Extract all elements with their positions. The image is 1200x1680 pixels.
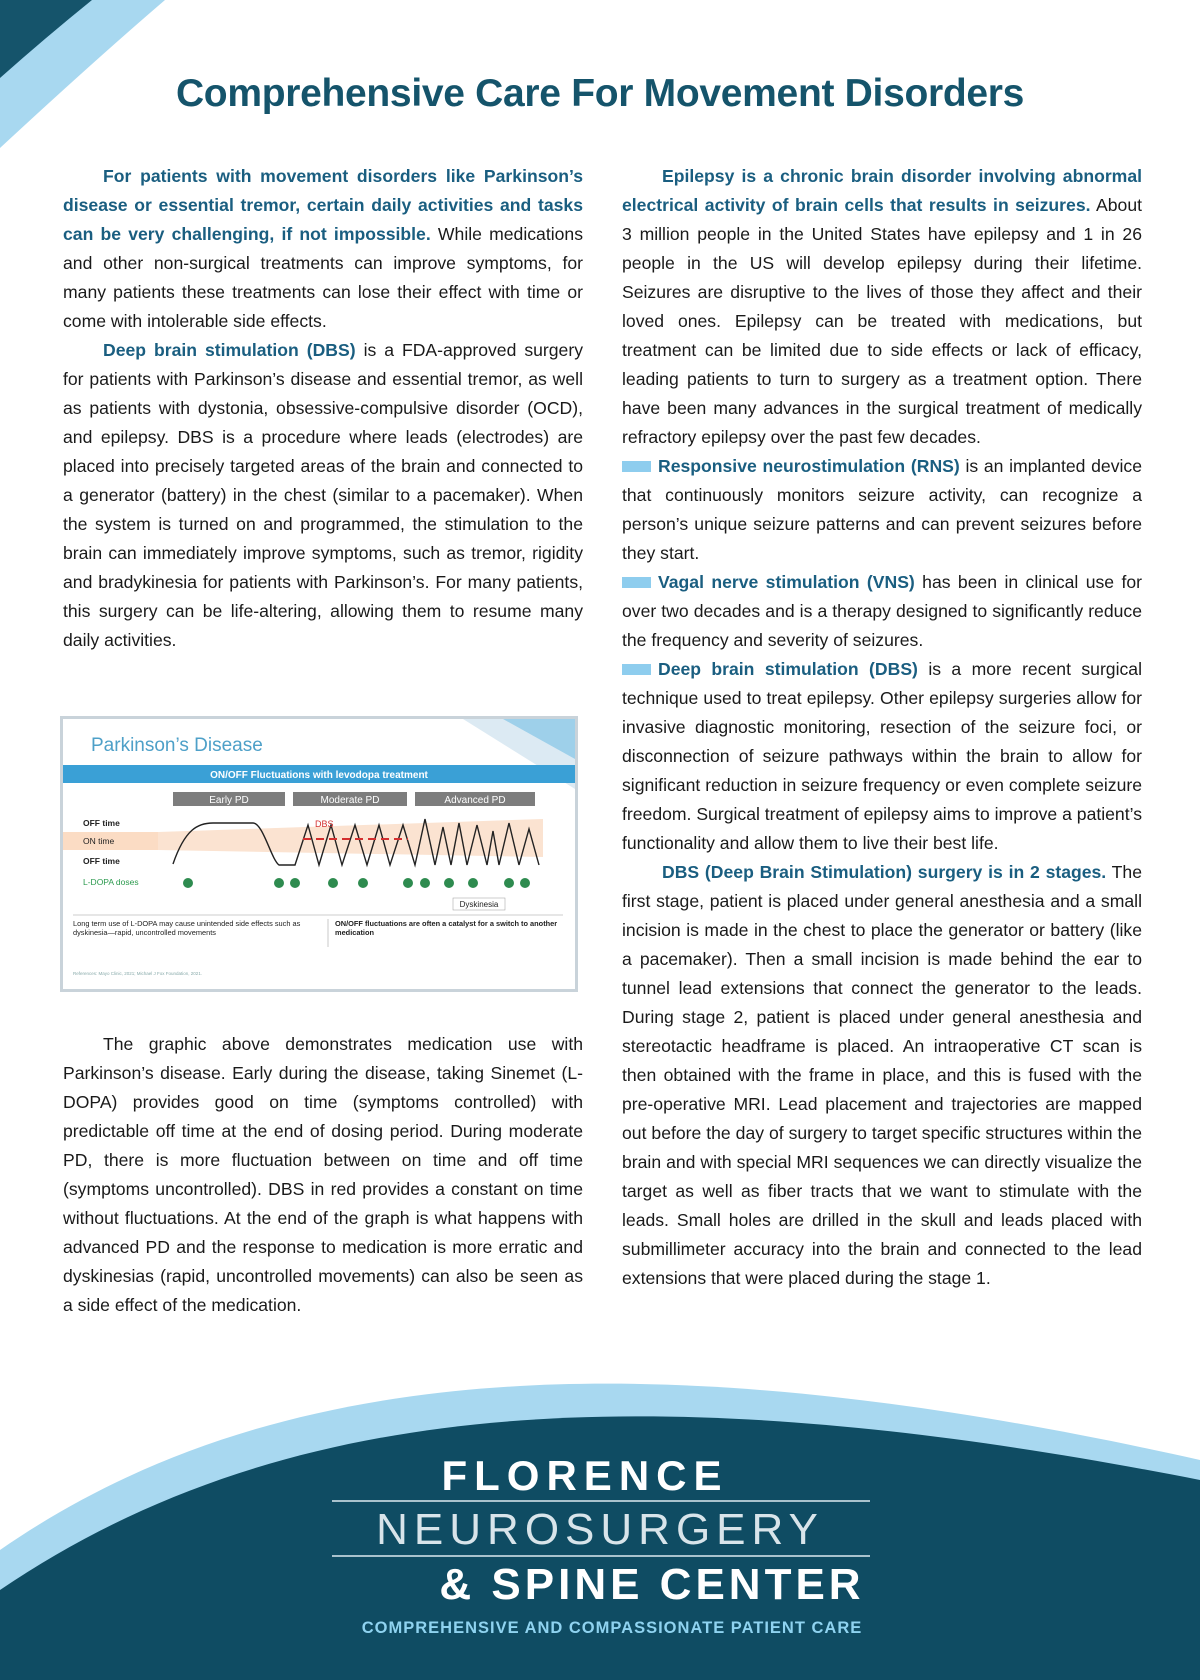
row-label-off-top: OFF time bbox=[83, 818, 120, 828]
brand-tagline: COMPREHENSIVE AND COMPASSIONATE PATIENT CARE bbox=[361, 1619, 863, 1637]
brand-line-neurosurgery: NEUROSURGERY bbox=[376, 1505, 824, 1554]
left-column bbox=[63, 162, 583, 655]
bullet-marker bbox=[622, 461, 651, 472]
left-column-lower bbox=[63, 1030, 583, 1320]
epilepsy-lead: Epilepsy is a chronic brain disorder involving abnormal electrical activity of brain cells that results in seizures. bbox=[622, 166, 1142, 215]
brand-rule-bottom bbox=[332, 1555, 870, 1557]
page-title: Comprehensive Care For Movement Disorders bbox=[175, 72, 1025, 115]
rns-text: is an implanted device that continuously monitors seizure activity, can recognize a person’s unique seizure patterns and can prevent seizures before they start. bbox=[622, 456, 1142, 563]
parkinsons-slide-figure bbox=[60, 716, 578, 992]
epilepsy-text: About 3 million people in the United States have epilepsy and 1 in 26 people in the US will develop epilepsy during their lifetime. Seizures are disruptive to the lives of those they affect and their loved ones. Epilepsy can be treated with medications, but treatment can be limited due to side effects or lack of efficacy, leading patients to turn to surgery as a treatment option. There have been many advances in the surgical treatment of medically refractory epilepsy over the past few decades. bbox=[622, 195, 1142, 447]
bullet-rns bbox=[622, 452, 1142, 568]
stage-label-moderate: Moderate PD bbox=[320, 795, 380, 806]
slide-subtitle: ON/OFF Fluctuations with levodopa treatment bbox=[210, 770, 428, 781]
intro-paragraph bbox=[63, 162, 583, 336]
brand-line-florence: FLORENCE bbox=[441, 1452, 729, 1499]
dbs-lead: Deep brain stimulation (DBS) bbox=[103, 340, 356, 360]
bullet-marker bbox=[622, 664, 651, 675]
right-column bbox=[622, 162, 1142, 1293]
row-label-ldopa: L-DOPA doses bbox=[83, 877, 139, 887]
intro-text: While medications and other non-surgical treatments can improve symptoms, for many patients these treatments can lose their effect with time or come with intolerable side effects. bbox=[63, 224, 583, 331]
vns-text: has been in clinical use for over two decades and is a therapy designed to significantly reduce the frequency and severity of seizures. bbox=[622, 572, 1142, 650]
bullet-marker bbox=[622, 577, 651, 588]
dbs-stages-text: The first stage, patient is placed under general anesthesia and a small incision is made in the chest to place the generator or battery (like a pacemaker). Then a small incision is made behind the ear to tunnel lead extensions that connect the generator to the leads. During stage 2, patient is placed under general anesthesia and stereotactic headframe is placed. An intraoperative CT scan is then obtained with the frame in place, and this is fused with the pre-operative MRI. Lead placement and trajectories are mapped out before the day of surgery to target specific structures within the brain and with special MRI sequences we can directly visualize the target as well as fiber tracts that we want to stimulate with the leads. Small holes are drilled in the skull and leads placed with submillimeter accuracy into the brain and connected to the lead extensions that were placed during the stage 1. bbox=[622, 862, 1142, 1288]
slide-note-right: ON/OFF fluctuations are often a catalyst for a switch to another medication bbox=[335, 919, 558, 937]
dbs-stages-paragraph bbox=[622, 858, 1142, 1293]
brand-line-spine-center: & SPINE CENTER bbox=[439, 1560, 865, 1609]
graphic-explanation-paragraph: The graphic above demonstrates medication use with Parkinson’s disease. Early during the disease, taking Sinemet (L-DOPA) provides good on time (symptoms controlled) with predictable off time at the end of dosing period. During moderate PD, there is more fluctuation between on time and off time (symptoms uncontrolled). DBS in red provides a constant on time without fluctuations. At the end of the graph is what happens with advanced PD and the response to medication is more erratic and dyskinesias (rapid, uncontrolled movements) can also be seen as a side effect of the medication. bbox=[63, 1034, 583, 1315]
slide-source: References: Mayo Clinic, 2021; Michael J Fox Foundation, 2021. bbox=[73, 971, 203, 976]
rns-lead: Responsive neurostimulation (RNS) bbox=[658, 456, 960, 476]
row-label-on: ON time bbox=[83, 836, 115, 846]
epilepsy-paragraph bbox=[622, 162, 1142, 452]
slide-title: Parkinson’s Disease bbox=[91, 735, 263, 756]
bullet-dbs bbox=[622, 655, 1142, 858]
row-label-off-bottom: OFF time bbox=[83, 856, 120, 866]
ldopa-dose-markers bbox=[183, 878, 530, 888]
dyskinesia-label: Dyskinesia bbox=[459, 900, 499, 909]
dbs-epilepsy-lead: Deep brain stimulation (DBS) bbox=[658, 659, 918, 679]
bullet-vns bbox=[622, 568, 1142, 655]
stage-label-advanced: Advanced PD bbox=[444, 795, 506, 806]
dbs-epilepsy-text: is a more recent surgical technique used to treat epilepsy. Other epilepsy surgeries allow for invasive diagnostic monitoring, resection of the seizure foci, or disconnection of seizure pathways within the brain to allow for significant reduction in seizure frequency or even complete seizure freedom. Surgical treatment of epilepsy aims to improve a patient’s functionality and allow them to live their best life. bbox=[622, 659, 1142, 853]
stage-label-early: Early PD bbox=[209, 795, 249, 806]
dbs-paragraph bbox=[63, 336, 583, 655]
dbs-label: DBS bbox=[315, 819, 334, 829]
dbs-stages-lead: DBS (Deep Brain Stimulation) surgery is in 2 stages. bbox=[662, 862, 1107, 882]
brand-rule-top bbox=[332, 1500, 870, 1502]
dbs-text: is a FDA-approved surgery for patients with Parkinson’s disease and essential tremor, as well as patients with dystonia, obsessive-compulsive disorder (OCD), and epilepsy. DBS is a procedure where leads (electrodes) are placed into precisely targeted areas of the brain and connected to a generator (battery) in the chest (similar to a pacemaker). When the system is turned on and programmed, the stimulation to the brain can immediately improve symptoms, such as tremor, rigidity and bradykinesia for patients with Parkinson’s. For many patients, this surgery can be life-altering, allowing them to resume many daily activities. bbox=[63, 340, 583, 650]
slide-note-left: Long term use of L-DOPA may cause unintended side effects such as dyskinesia—rapid, uncontrolled movements bbox=[73, 919, 301, 937]
vns-lead: Vagal nerve stimulation (VNS) bbox=[658, 572, 915, 592]
intro-lead: For patients with movement disorders like Parkinson’s disease or essential tremor, certain daily activities and tasks can be very challenging, if not impossible. bbox=[63, 166, 583, 244]
